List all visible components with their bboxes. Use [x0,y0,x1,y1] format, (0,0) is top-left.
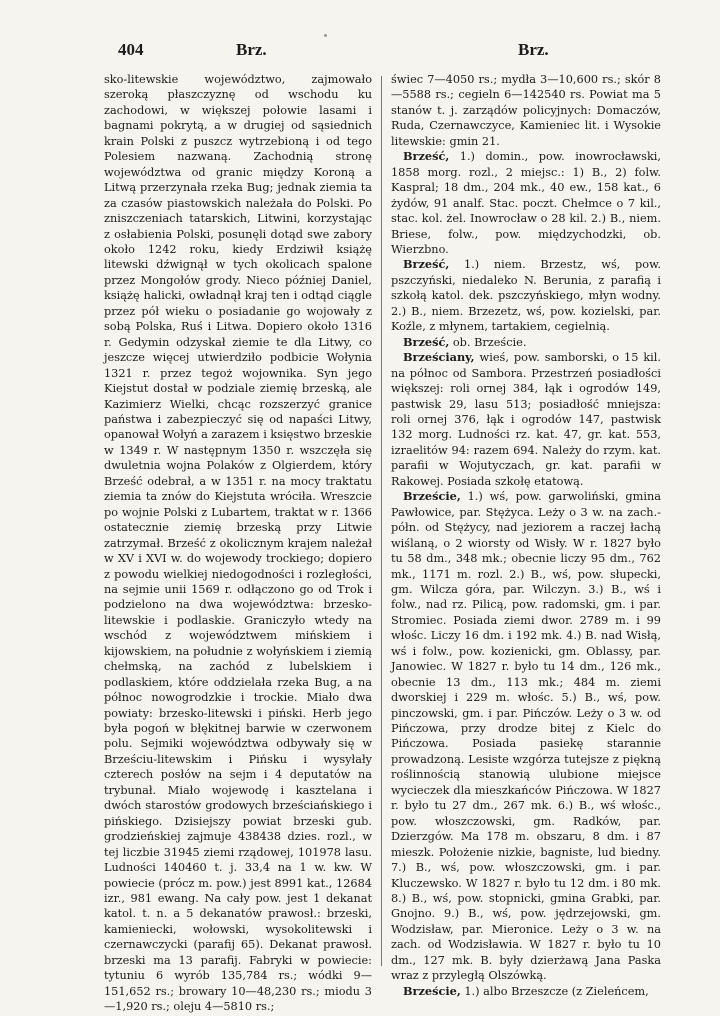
entry-headword: Brześć, [403,257,450,272]
left-column [104,72,372,1015]
right-column [391,72,661,999]
left-paragraph: sko-litewskie województwo, zajmowało szeroką płaszczyznę od wschodu ku zachodowi, w większej połowie lasami i bagnami pokrytą, a w drugiej od sąsiednich krain Polski z puszcz wytrzebioną i od tego Polesiem nazwaną. Zachodnią stronę województwa od granic między Koroną a Litwą przerzynała rzeka Bug; jednak ziemia ta za czasów piastowskich należała do Polski. Po zniszczeniach tatarskich, Litwini, korzystając z osłabienia Polski, posunęli dotąd swe zabory około 1242 roku, kiedy Erdziwił książę litewski dźwignął w tych okolicach spalone przez Mongołów grody. Nieco później Daniel, książę halicki, owładnął kraj ten i odtąd ciągle przez pół wieku o posiadanie go wojowały z sobą Polska, Ruś i Litwa. Dopiero około 1316 r. Gedymin odzyskał ziemie te dla Litwy, co jeszcze więcej utwierdziło podbicie Wołynia 1321 r. przez tegoż wojownika. Syn jego Kiejstut dostał w podziale ziemię brzeską, ale Kazimierz Wielki, chcąc rozszerzyć granice państwa i zabezpieczyć się od napaści Litwy, opanował Wołyń a zarazem i księstwo brzeskie w 1349 r. W następnym 1350 r. wszczęła się dwuletnia wojna Polaków z Olgierdem, który Brześć odebrał, a w 1351 r. na mocy traktatu ziemia ta znów do Kiejstuta wróciła. Wreszcie po wojnie Polski z Lubartem, traktat w r. 1366 ostatecznie ziemię brzeską przy Litwie zatrzymał. Brześć z okolicznym krajem należał w XV i XVI w. do wojewody trockiego; dopiero z powodu wielkiej niedogodności i rozległości, na sejmie unii 1569 r. odłączono go od Trok i podzielono na dwa województwa: brzesko-litewskie i podlaskie. Graniczyło wtedy na wschód z województwem mińskiem i kijowskiem, na południe z wołyńskiem i ziemią chełmską, na zachód z lubelskiem i podlaskiem, które oddzielała rzeka Bug, a na północ nowogrodzkie i trockie. Miało dwa powiaty: brzesko-litewski i piński. Herb jego była pogoń w błękitnej barwie w czerwonem polu. Sejmiki województwa odbywały się w Brześciu-litewskim i Pińsku i wysyłały czterech posłów na sejm i 4 deputatów na trybunał. Miało wojewodę i kasztelana i dwóch starostów grodowych brześciańskiego i pińskiego. Dzisiejszy powiat brzeski gub. grodzieńskiej zajmuje 438438 dzies. rozl., w tej liczbie 31945 ziemi rządowej, 101978 lasu. Ludności 140460 t. j. 33,4 na 1 w. kw. W powiecie (prócz m. pow.) jest 8991 kat., 12684 izr., 981 ewang. Na cały pow. jest 1 dekanat katol. t. n. a 5 dekanatów prawosł.: brzeski, kamieniecki, wołowski, wysokolitewski i czernawczycki (parafij 65). Dekanat prawosł. brzeski ma 13 parafij. Fabryki w powiecie: tytuniu 6 wyrób 135,784 rs.; wódki 9—151,652 rs.; browary 10—48,230 rs.; miodu 3—1,920 rs.; oleju 4—5810 rs.; [104,73,372,1014]
entry-body: ob. Brzeście. [449,335,527,349]
scan-speck [324,34,327,37]
entry-body: 1.) albo Brzeszcze (z Zieleńcem, [460,984,649,998]
entry-headword: Brzeście, [403,489,461,504]
page-header [0,40,720,64]
entry-headword: Brześciany, [403,350,475,365]
entry-brzescie-1 [391,489,661,984]
entry-brzescie-2 [391,984,661,999]
entry-headword: Brześć, [403,334,450,349]
entry-body: 1.) domin., pow. inowrocławski, 1858 morg. rozl., 2 miejsc.: 1) B., 2) folw. Kaspral; 18 dm., 204 mk., 40 ew., 158 kat., 6 żydów, 91 analf. Stac. poczt. Chełmce o 7 kil., stac. kol. żel. Inowrocław o 28 kil. 2.) B., niem. Briese, folw., pow. międzychodzki, ob. Wierzbno. [391,150,661,256]
column-divider [381,76,382,966]
page-number: 404 [118,40,144,59]
right-paragraph-continuation: świec 7—4050 rs.; mydła 3—10,600 rs.; skór 8 —5588 rs.; cegieln 6—142540 rs. Powiat ma 5 stanów t. j. zarządów policyjnych: Domaczów, Ruda, Czernawczyce, Kamieniec lit. i Wysokie litewskie: gmin 21. [391,73,661,148]
entry-brzesc-1 [391,149,661,257]
entry-brzesc-3 [391,335,661,350]
entry-body: 1.) niem. Brzestz, wś, pow. pszczyński, niedaleko N. Berunia, z parafią i szkołą katol. dek. pszczyńskiego, młyn wodny. 2.) B., niem. Brzezetz, wś, pow. kozielski, par. Koźle, z młynem, tartakiem, cegielnią. [391,258,661,334]
entry-brzesc-2 [391,257,661,334]
running-head-left: Brz. [236,40,267,59]
entry-headword: Brześć, [403,149,450,164]
entry-body: wieś, pow. samborski, o 15 kil. na północ od Sambora. Przestrzeń posiadłości większej: roli ornej 384, łąk i ogrodów 149, pastwisk 29, lasu 513; posiadłość mniejsza: roli ornej 376, łąk i ogrodów 147, pastwisk 132 morg. Ludności rz. kat. 47, gr. kat. 553, izraelitów 94: razem 694. Należy do rzym. kat. parafii w Wojutyczach, gr. kat. parafii w Rakowej. Posiada szkołę etatową. [391,351,661,488]
entry-brzesciany [391,350,661,489]
entry-headword: Brzeście, [403,983,461,998]
entry-body: 1.) wś, pow. garwoliński, gmina Pawłowice, par. Stężyca. Leży o 3 w. na zach.-półn. od Stężycy, nad jeziorem a raczej łachą wiślaną, o 2 wiorsty od Wisły. W r. 1827 było tu 58 dm., 348 mk.; obecnie liczy 95 dm., 762 mk., 1171 m. rozl. 2.) B., wś, pow. słupecki, gm. Wilcza góra, par. Wilczyn. 3.) B., wś i folw., nad rz. Pilicą, pow. radomski, gm. i par. Stromiec. Posiada ziemi dwor. 2789 m. i 99 włośc. Liczy 16 dm. i 192 mk. 4.) B. nad Wisłą, wś i folw., pow. kozienicki, gm. Oblassy, par. Janowiec. W 1827 r. było tu 14 dm., 126 mk., obecnie 13 dm., 113 mk.; 484 m. ziemi dworskiej i 229 m. włośc. 5.) B., wś, pow. pinczowski, gm. i par. Pińczów. Leży o 3 w. od Pińczowa, przy drodze bitej z Kielc do Pińczowa. Posiada pasiekę starannie prowadzoną. Lesiste wzgórza tutejsze z piękną roślinnością stanowią ulubione miejsce wycieczek dla mieszkańców Pińczowa. W 1827 r. było tu 27 dm., 267 mk. 6.) B., wś włośc., pow. włoszczowski, gm. Radków, par. Dzierzgów. Ma 178 m. obszaru, 8 dm. i 87 mieszk. Położenie nizkie, bagniste, lud biedny. 7.) B., wś, pow. włoszczowski, gm. i par. Kluczewsko. W 1827 r. było tu 12 dm. i 80 mk. 8.) B., wś, pow. stopnicki, gmina Grabki, par. Gnojno. 9.) B., wś, pow. jędrzejowski, gm. Wodzisław, par. Mieronice. Leży o 3 w. na zach. od Wodzisławia. W 1827 r. było tu 10 dm., 127 mk. B. były dzierżawą Jana Paska wraz z przyległą Olszówką. [391,490,661,983]
running-head-right: Brz. [518,40,549,59]
